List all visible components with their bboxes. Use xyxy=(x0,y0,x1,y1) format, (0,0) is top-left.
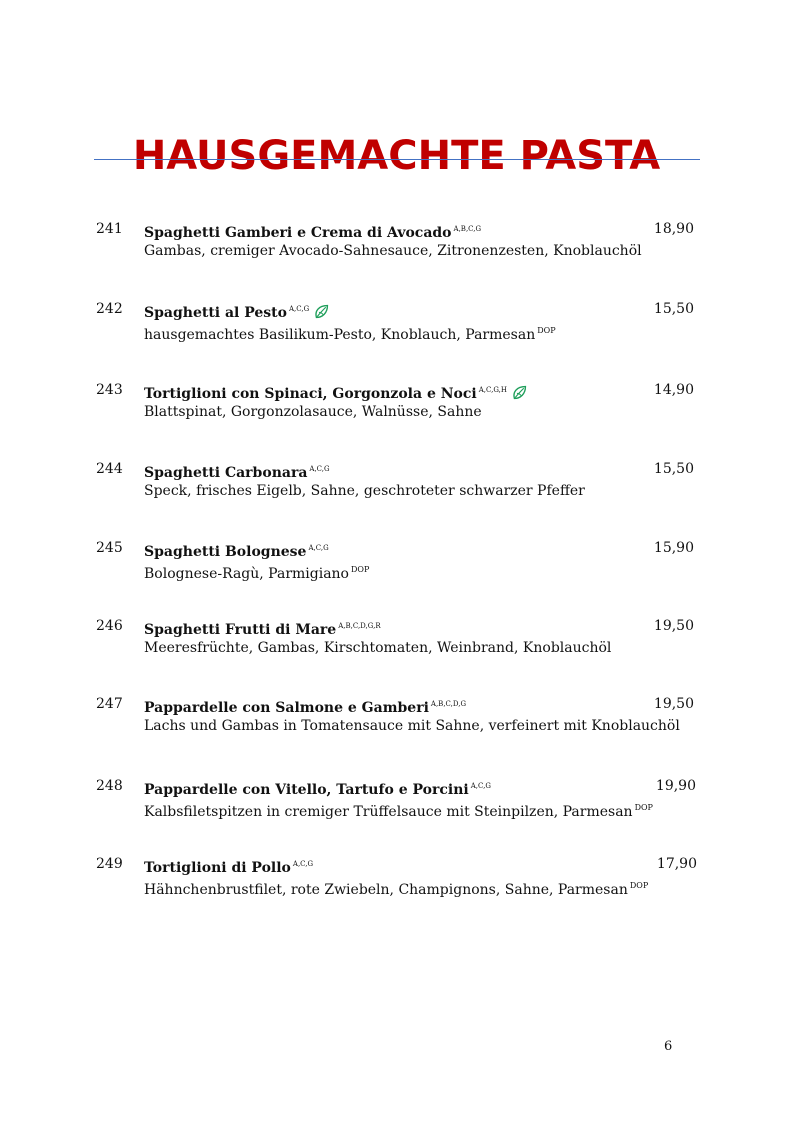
item-allergens: A,C,G xyxy=(308,544,329,552)
item-price: 15,50 xyxy=(653,301,694,317)
item-description-wrap xyxy=(144,403,482,421)
dop-label: DOP xyxy=(629,881,649,890)
item-description: hausgemachtes Basilikum-Pesto, Knoblauch, Parmesan xyxy=(144,327,536,343)
item-number: 242 xyxy=(96,301,123,317)
menu-item xyxy=(0,220,793,280)
item-price: 19,50 xyxy=(653,618,694,634)
title-divider xyxy=(94,159,700,160)
item-name: Spaghetti al Pesto xyxy=(144,305,287,321)
item-description-wrap xyxy=(144,877,648,899)
item-name: Pappardelle con Vitello, Tartufo e Porcini xyxy=(144,782,469,798)
menu-item xyxy=(0,777,793,837)
item-allergens: A,C,G xyxy=(292,860,314,868)
leaf-icon xyxy=(511,384,528,401)
item-description: Gambas, cremiger Avocado-Sahnesauce, Zitronenzesten, Knoblauchöl xyxy=(144,243,642,259)
item-description-wrap xyxy=(144,242,642,260)
item-description: Meeresfrüchte, Gambas, Kirschtomaten, Weinbrand, Knoblauchöl xyxy=(144,640,612,656)
item-price: 18,90 xyxy=(653,221,694,237)
item-description-wrap xyxy=(144,639,611,657)
page-title: HAUSGEMACHTE PASTA xyxy=(132,132,661,179)
item-description: Lachs und Gambas in Tomatensauce mit Sahne, verfeinert mit Knoblauchöl xyxy=(144,718,680,734)
menu-item xyxy=(0,855,793,915)
item-description-wrap xyxy=(144,561,369,583)
item-number: 247 xyxy=(96,696,123,712)
item-name-wrap xyxy=(144,539,329,561)
item-description-wrap xyxy=(144,717,680,735)
item-name-wrap xyxy=(144,617,381,639)
item-name: Spaghetti Bolognese xyxy=(144,544,307,560)
menu-item xyxy=(0,695,793,755)
item-number: 241 xyxy=(96,221,123,237)
item-name: Tortiglioni di Pollo xyxy=(144,860,291,876)
dop-label: DOP xyxy=(634,803,653,812)
item-number: 246 xyxy=(96,618,123,634)
item-name-wrap xyxy=(144,855,313,877)
item-price: 15,90 xyxy=(653,540,694,556)
item-allergens: A,C,G,H xyxy=(478,386,508,394)
item-name: Pappardelle con Salmone e Gamberi xyxy=(144,700,429,716)
item-name-wrap xyxy=(144,695,466,717)
item-name: Spaghetti Frutti di Mare xyxy=(144,622,337,638)
menu-item xyxy=(0,300,793,360)
item-name: Tortiglioni con Spinaci, Gorgonzola e Noci xyxy=(144,386,477,402)
item-allergens: A,C,G xyxy=(470,782,491,790)
item-name-wrap xyxy=(144,300,330,322)
item-description: Blattspinat, Gorgonzolasauce, Walnüsse, Sahne xyxy=(144,404,482,420)
item-description-wrap xyxy=(144,482,585,500)
menu-item xyxy=(0,539,793,599)
item-allergens: A,B,C,G xyxy=(453,225,482,233)
item-name-wrap xyxy=(144,220,481,242)
item-number: 243 xyxy=(96,382,123,398)
item-number: 249 xyxy=(96,856,123,872)
menu-item xyxy=(0,381,793,441)
item-description: Hähnchenbrustfilet, rote Zwiebeln, Champignons, Sahne, Parmesan xyxy=(144,882,628,898)
item-number: 244 xyxy=(96,461,123,477)
item-name-wrap xyxy=(144,777,491,799)
menu-item xyxy=(0,460,793,520)
item-name-wrap xyxy=(144,460,330,482)
menu-item xyxy=(0,617,793,677)
item-price: 19,50 xyxy=(653,696,694,712)
item-description: Kalbsfiletspitzen in cremiger Trüffelsauce mit Steinpilzen, Parmesan xyxy=(144,804,633,820)
item-allergens: A,B,C,D,G xyxy=(430,700,467,708)
dop-label: DOP xyxy=(351,565,370,574)
item-number: 245 xyxy=(96,540,123,556)
item-price: 14,90 xyxy=(653,382,694,398)
item-price: 17,90 xyxy=(656,856,697,872)
leaf-icon xyxy=(313,303,330,320)
item-price: 15,50 xyxy=(653,461,694,477)
item-name: Spaghetti Gamberi e Crema di Avocado xyxy=(144,225,452,241)
item-name-wrap xyxy=(144,381,528,403)
item-allergens: A,B,C,D,G,R xyxy=(338,622,381,630)
item-description: Bolognese-Ragù, Parmigiano xyxy=(144,566,349,582)
item-description-wrap xyxy=(144,799,653,821)
item-name: Spaghetti Carbonara xyxy=(144,465,308,481)
item-description: Speck, frisches Eigelb, Sahne, geschroteter schwarzer Pfeffer xyxy=(144,483,585,499)
dop-label: DOP xyxy=(537,326,556,335)
item-number: 248 xyxy=(96,778,123,794)
item-price: 19,90 xyxy=(655,778,696,794)
item-allergens: A,C,G xyxy=(288,305,310,313)
item-description-wrap xyxy=(144,322,556,344)
item-allergens: A,C,G xyxy=(309,465,330,473)
page-number: 6 xyxy=(664,1039,673,1054)
